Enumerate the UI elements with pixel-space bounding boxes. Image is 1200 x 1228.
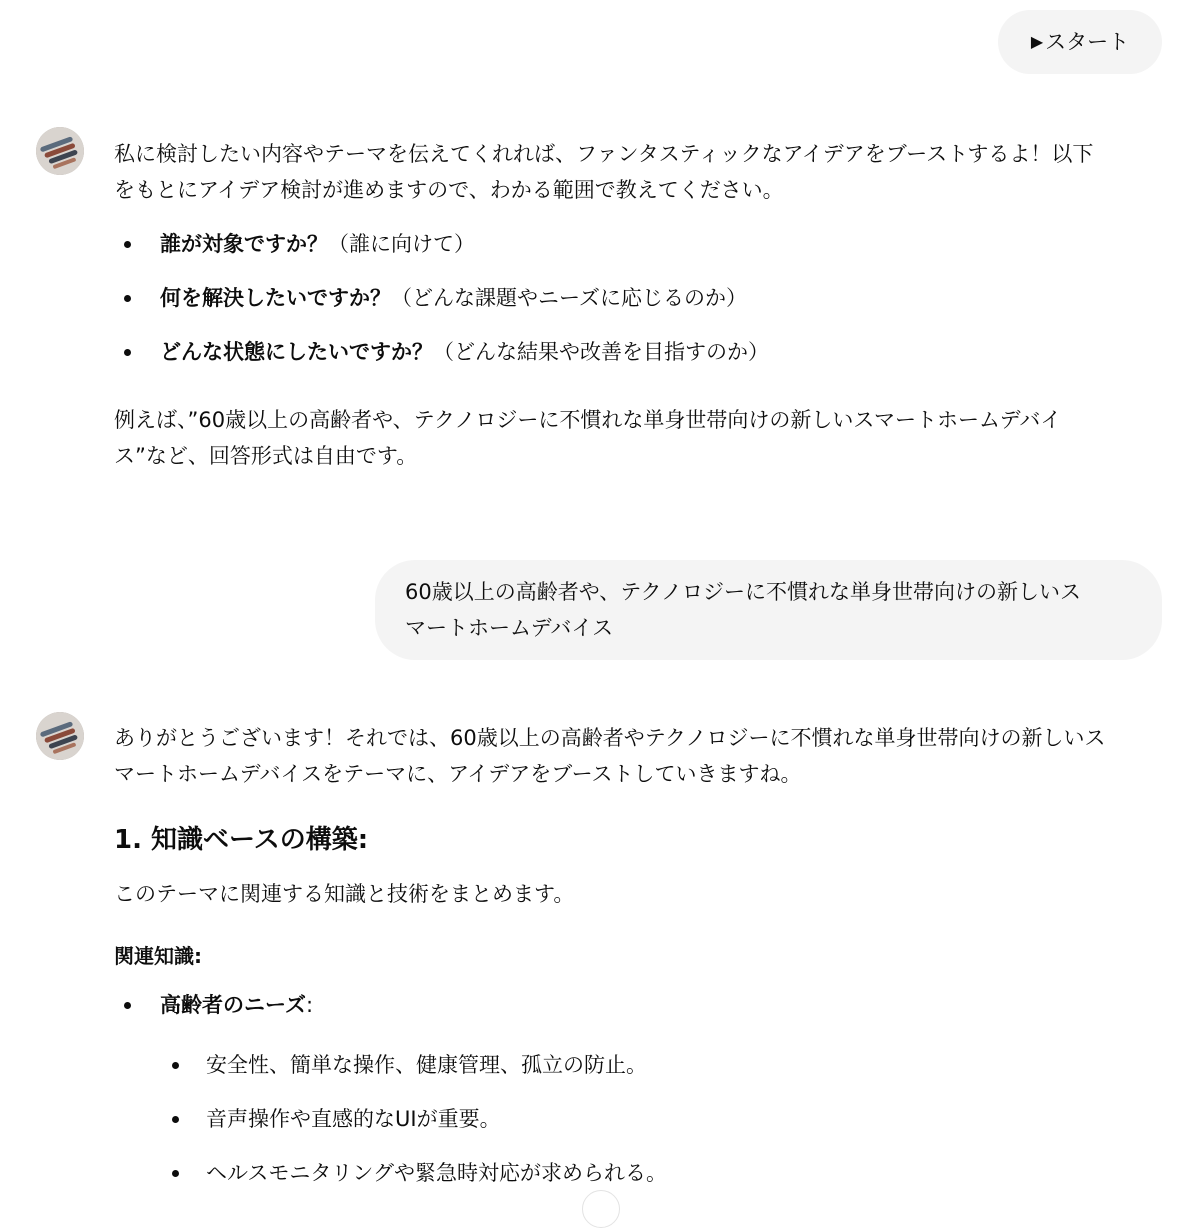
list-item: 安全性、簡単な操作、健康管理、孤立の防止。 <box>114 1047 1164 1083</box>
play-icon: ▶ <box>1030 32 1044 51</box>
topic-colon: : <box>305 993 314 1017</box>
question-list <box>114 226 1164 370</box>
question-bold: 誰が対象ですか？ <box>160 232 328 256</box>
list-item: ヘルスモニタリングや緊急時対応が求められる。 <box>114 1155 1164 1191</box>
assistant-message-2 <box>114 720 1164 1191</box>
section-text: このテーマに関連する知識と技術をまとめます。 <box>114 882 575 906</box>
question-note: （どんな課題やニーズに応じるのか） <box>391 286 747 310</box>
example-text-line-1: 例えば、”60歳以上の高齢者や、テクノロジーに不慣れな単身世帯向けの新しいスマートホームデバイ <box>114 408 1062 432</box>
question-note: （どんな結果や改善を目指すのか） <box>433 340 769 364</box>
list-item <box>114 334 1164 370</box>
list-item: 音声操作や直感的なUIが重要。 <box>114 1101 1164 1137</box>
start-message-bubble[interactable] <box>998 10 1162 74</box>
subheading: 関連知識: <box>114 944 202 968</box>
user-message-line-1: 60歳以上の高齢者や、テクノロジーに不慣れな単身世帯向けの新しいス <box>405 580 1082 604</box>
avatar-image-icon <box>36 127 84 175</box>
list-item <box>114 987 1164 1023</box>
assistant-message-1 <box>114 136 1164 474</box>
question-bold: 何を解決したいですか？ <box>160 286 391 310</box>
intro-text-line-1: ありがとうございます！それでは、60歳以上の高齢者やテクノロジーに不慣れな単身世帯向けの新しいス <box>114 726 1106 750</box>
sub-item-list <box>114 1047 1164 1191</box>
avatar-image-icon <box>36 712 84 760</box>
start-label: スタート <box>1045 30 1130 54</box>
user-message-line-2: マートホームデバイス <box>405 616 614 640</box>
question-bold: どんな状態にしたいですか？ <box>160 340 433 364</box>
topic-bold: 高齢者のニーズ <box>160 993 306 1017</box>
intro-text-line-2: をもとにアイデア検討が進めますので、わかる範囲で教えてください。 <box>114 178 784 202</box>
intro-text-line-1: 私に検討したい内容やテーマを伝えてくれれば、ファンタスティックなアイデアをブーストするよ！以下 <box>114 142 1094 166</box>
list-item <box>114 280 1164 316</box>
question-note: （誰に向けて） <box>328 232 475 256</box>
example-text-line-2: ス”など、回答形式は自由です。 <box>114 444 418 468</box>
user-message-bubble <box>375 560 1162 660</box>
topic-list <box>114 987 1164 1023</box>
list-item <box>114 226 1164 262</box>
scroll-down-button[interactable] <box>582 1190 620 1228</box>
section-heading: 1. 知識ベースの構築: <box>114 825 369 855</box>
assistant-avatar <box>36 127 84 175</box>
assistant-avatar <box>36 712 84 760</box>
intro-text-line-2: マートホームデバイスをテーマに、アイデアをブーストしていきますね。 <box>114 762 802 786</box>
